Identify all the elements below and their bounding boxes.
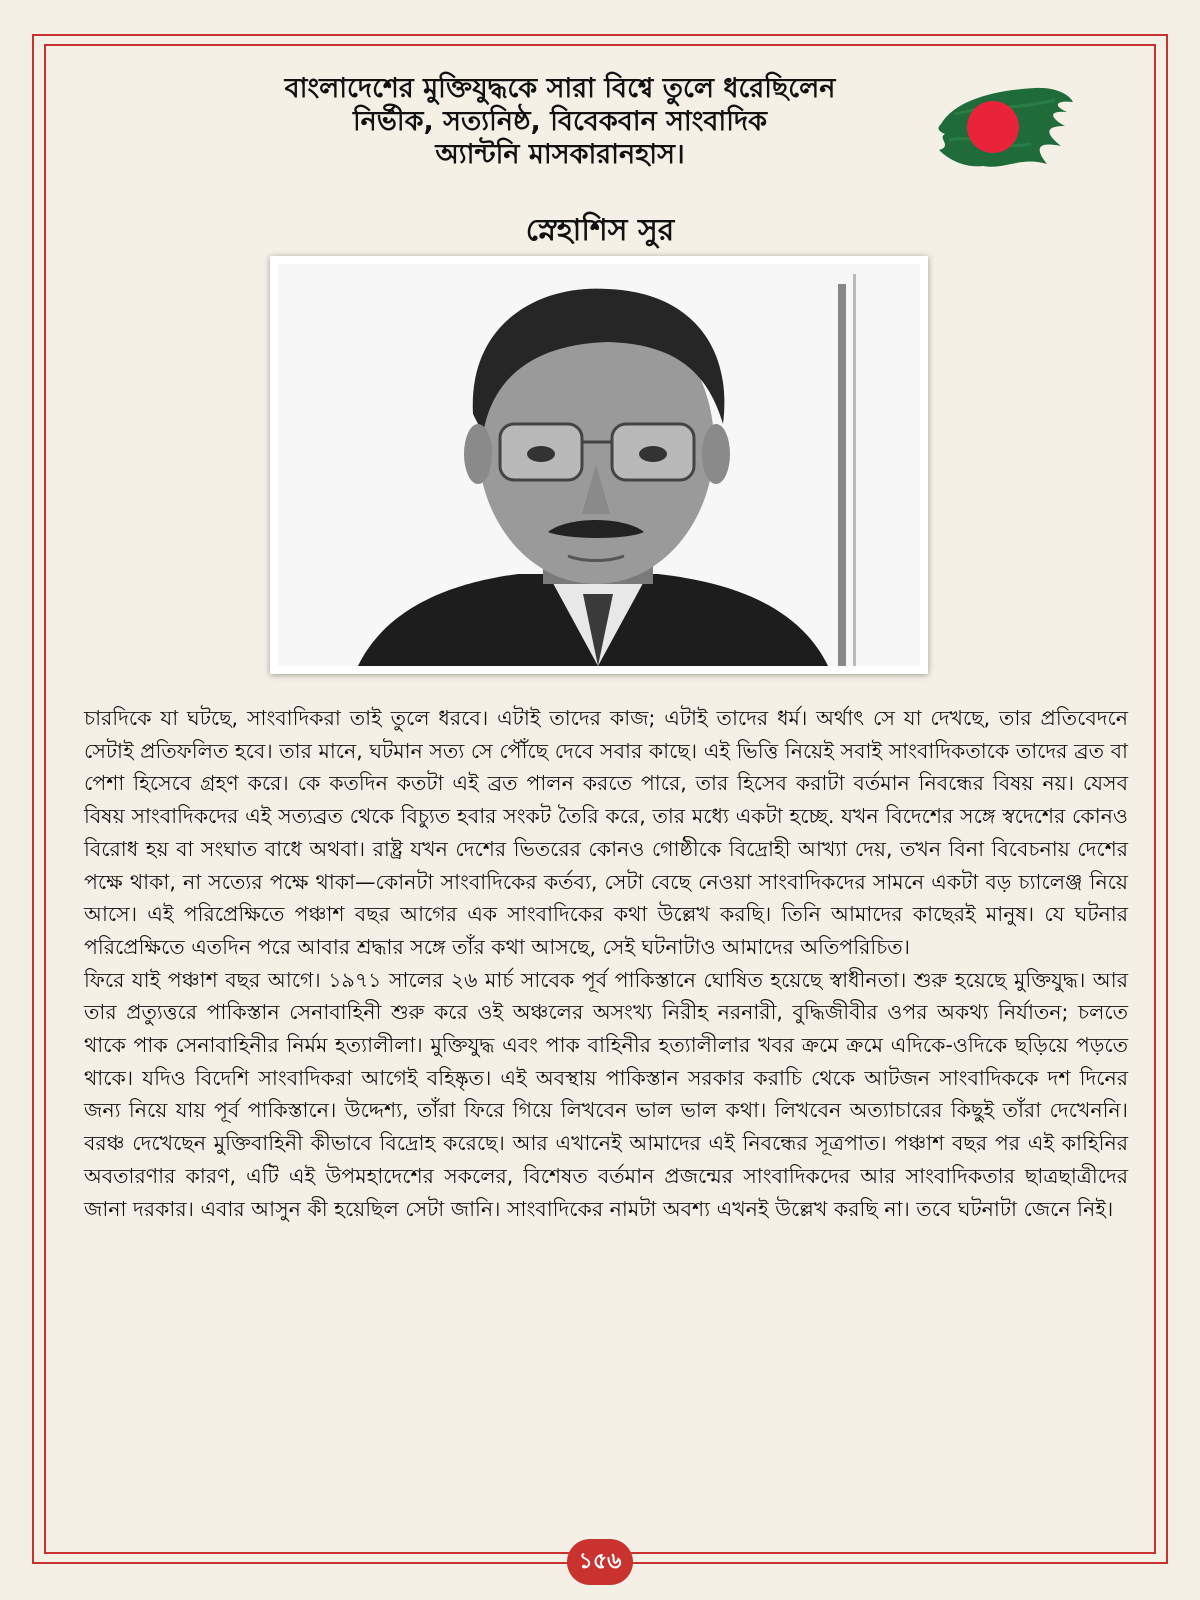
paragraph-2: ফিরে যাই পঞ্চাশ বছর আগে। ১৯৭১ সালের ২৬ মার্চ সাবেক পূর্ব পাকিস্তানে ঘোষিত হয়েছে স্বাধীনতা। শুরু হয়েছে মুক্তিযুদ্ধ। আর তার প্রত্যুত্তরে পাকিস্তান সেনাবাহিনী শুরু করে ওই অঞ্চলের অসংখ্য নিরীহ নরনারী, বুদ্ধিজীবীর ওপর অকথ্য নির্যাতন; চলতে থাকে পাক সেনাবাহিনীর নির্মম হত্যালীলা। মুক্তিযুদ্ধ এবং পাক বাহিনীর হত্যালীলার খবর ক্রমে ক্রমে এদিকে-ওদিকে ছড়িয়ে পড়তে থাকে। যদিও বিদেশি সাংবাদিকরা আগেই বহিষ্কৃত। এই অবস্থায় পাকিস্তান সরকার করাচি থেকে আটজন সাংবাদিককে দশ দিনের জন্য নিয়ে যায় পূর্ব পাকিস্তানে। উদ্দেশ্য, তাঁরা ফিরে গিয়ে লিখবেন ভাল ভাল কথা। লিখবেন অত্যাচারের কিছুই তাঁরা দেখেননি। বরঞ্চ দেখেছেন মুক্তিবাহিনী কীভাবে বিদ্রোহ করেছে। আর এখানেই আমাদের এই নিবন্ধের সূত্রপাত। পঞ্চাশ বছর পর এই কাহিনির অবতারণার কারণ, এটি এই উপমহাদেশের সকলের, বিশেষত বর্তমান প্রজন্মের সাংবাদিকদের আর সাংবাদিকতার ছাত্রছাত্রীদের জানা দরকার। এবার আসুন কী হয়েছিল সেটা জানি। সাংবাদিকের নামটা অবশ্য এখনই উল্লেখ করছি না। তবে ঘটনাটা জেনে নিই।: [84, 967, 1128, 1221]
bangladesh-flag-icon: [935, 80, 1075, 180]
paragraph-1: চারদিকে যা ঘটছে, সাংবাদিকরা তাই তুলে ধরবে। এটাই তাদের কাজ; এটাই তাদের ধর্ম। অর্থাৎ সে যা দেখছে, তার প্রতিবেদনে সেটাই প্রতিফলিত হবে। তার মানে, ঘটমান সত্য সে পৌঁছে দেবে সবার কাছে। এই ভিত্তি নিয়েই সবাই সাংবাদিকতাকে তাদের ব্রত বা পেশা হিসেবে গ্রহণ করে। কে কতদিন কতটা এই ব্রত পালন করতে পারে, তার হিসেব করাটা বর্তমান নিবন্ধের বিষয় নয়। যেসব বিষয় সাংবাদিকদের এই সত্যব্রত থেকে বিচ্যুত হবার সংকট তৈরি করে, তার মধ্যে একটা হচ্ছে. যখন বিদেশের সঙ্গে স্বদেশের কোনও বিরোধ হয় বা সংঘাত বাধে অথবা। রাষ্ট্র যখন দেশের ভিতরের কোনও গোষ্ঠীকে বিদ্রোহী আখ্যা দেয়, তখন বিনা বিবেচনায় দেশের পক্ষে থাকা, না সত্যের পক্ষে থাকা—কোনটা সাংবাদিকের কর্তব্য, সেটা বেছে নেওয়া সাংবাদিকদের সামনে একটা বড় চ্যালেঞ্জ নিয়ে আসে। এই পরিপ্রেক্ষিতে পঞ্চাশ বছর আগের এক সাংবাদিকের কথা উল্লেখ করছি। তিনি আমাদের কাছেরই মানুষ। যে ঘটনার পরিপ্রেক্ষিতে এতদিন পরে আবার শ্রদ্ধার সঙ্গে তাঁর কথা আসছে, সেই ঘটনাটাও আমাদের অতিপরিচিত।: [84, 706, 1128, 959]
author-subject-photo: [270, 256, 928, 674]
title-line-2: নির্ভীক, সত্যনিষ্ঠ, বিবেকবান সাংবাদিক: [352, 106, 768, 137]
article-title: [150, 72, 970, 171]
article-body: [84, 702, 1128, 1225]
title-line-3: অ্যান্টনি মাসকারানহাস।: [435, 139, 685, 170]
page-number-badge: ১৫৬: [567, 1539, 633, 1585]
author-name: স্নেহাশিস সুর: [525, 213, 675, 248]
title-line-1: বাংলাদেশের মুক্তিযুদ্ধকে সারা বিশ্বে তুলে ধরেছিলেন: [284, 73, 836, 104]
